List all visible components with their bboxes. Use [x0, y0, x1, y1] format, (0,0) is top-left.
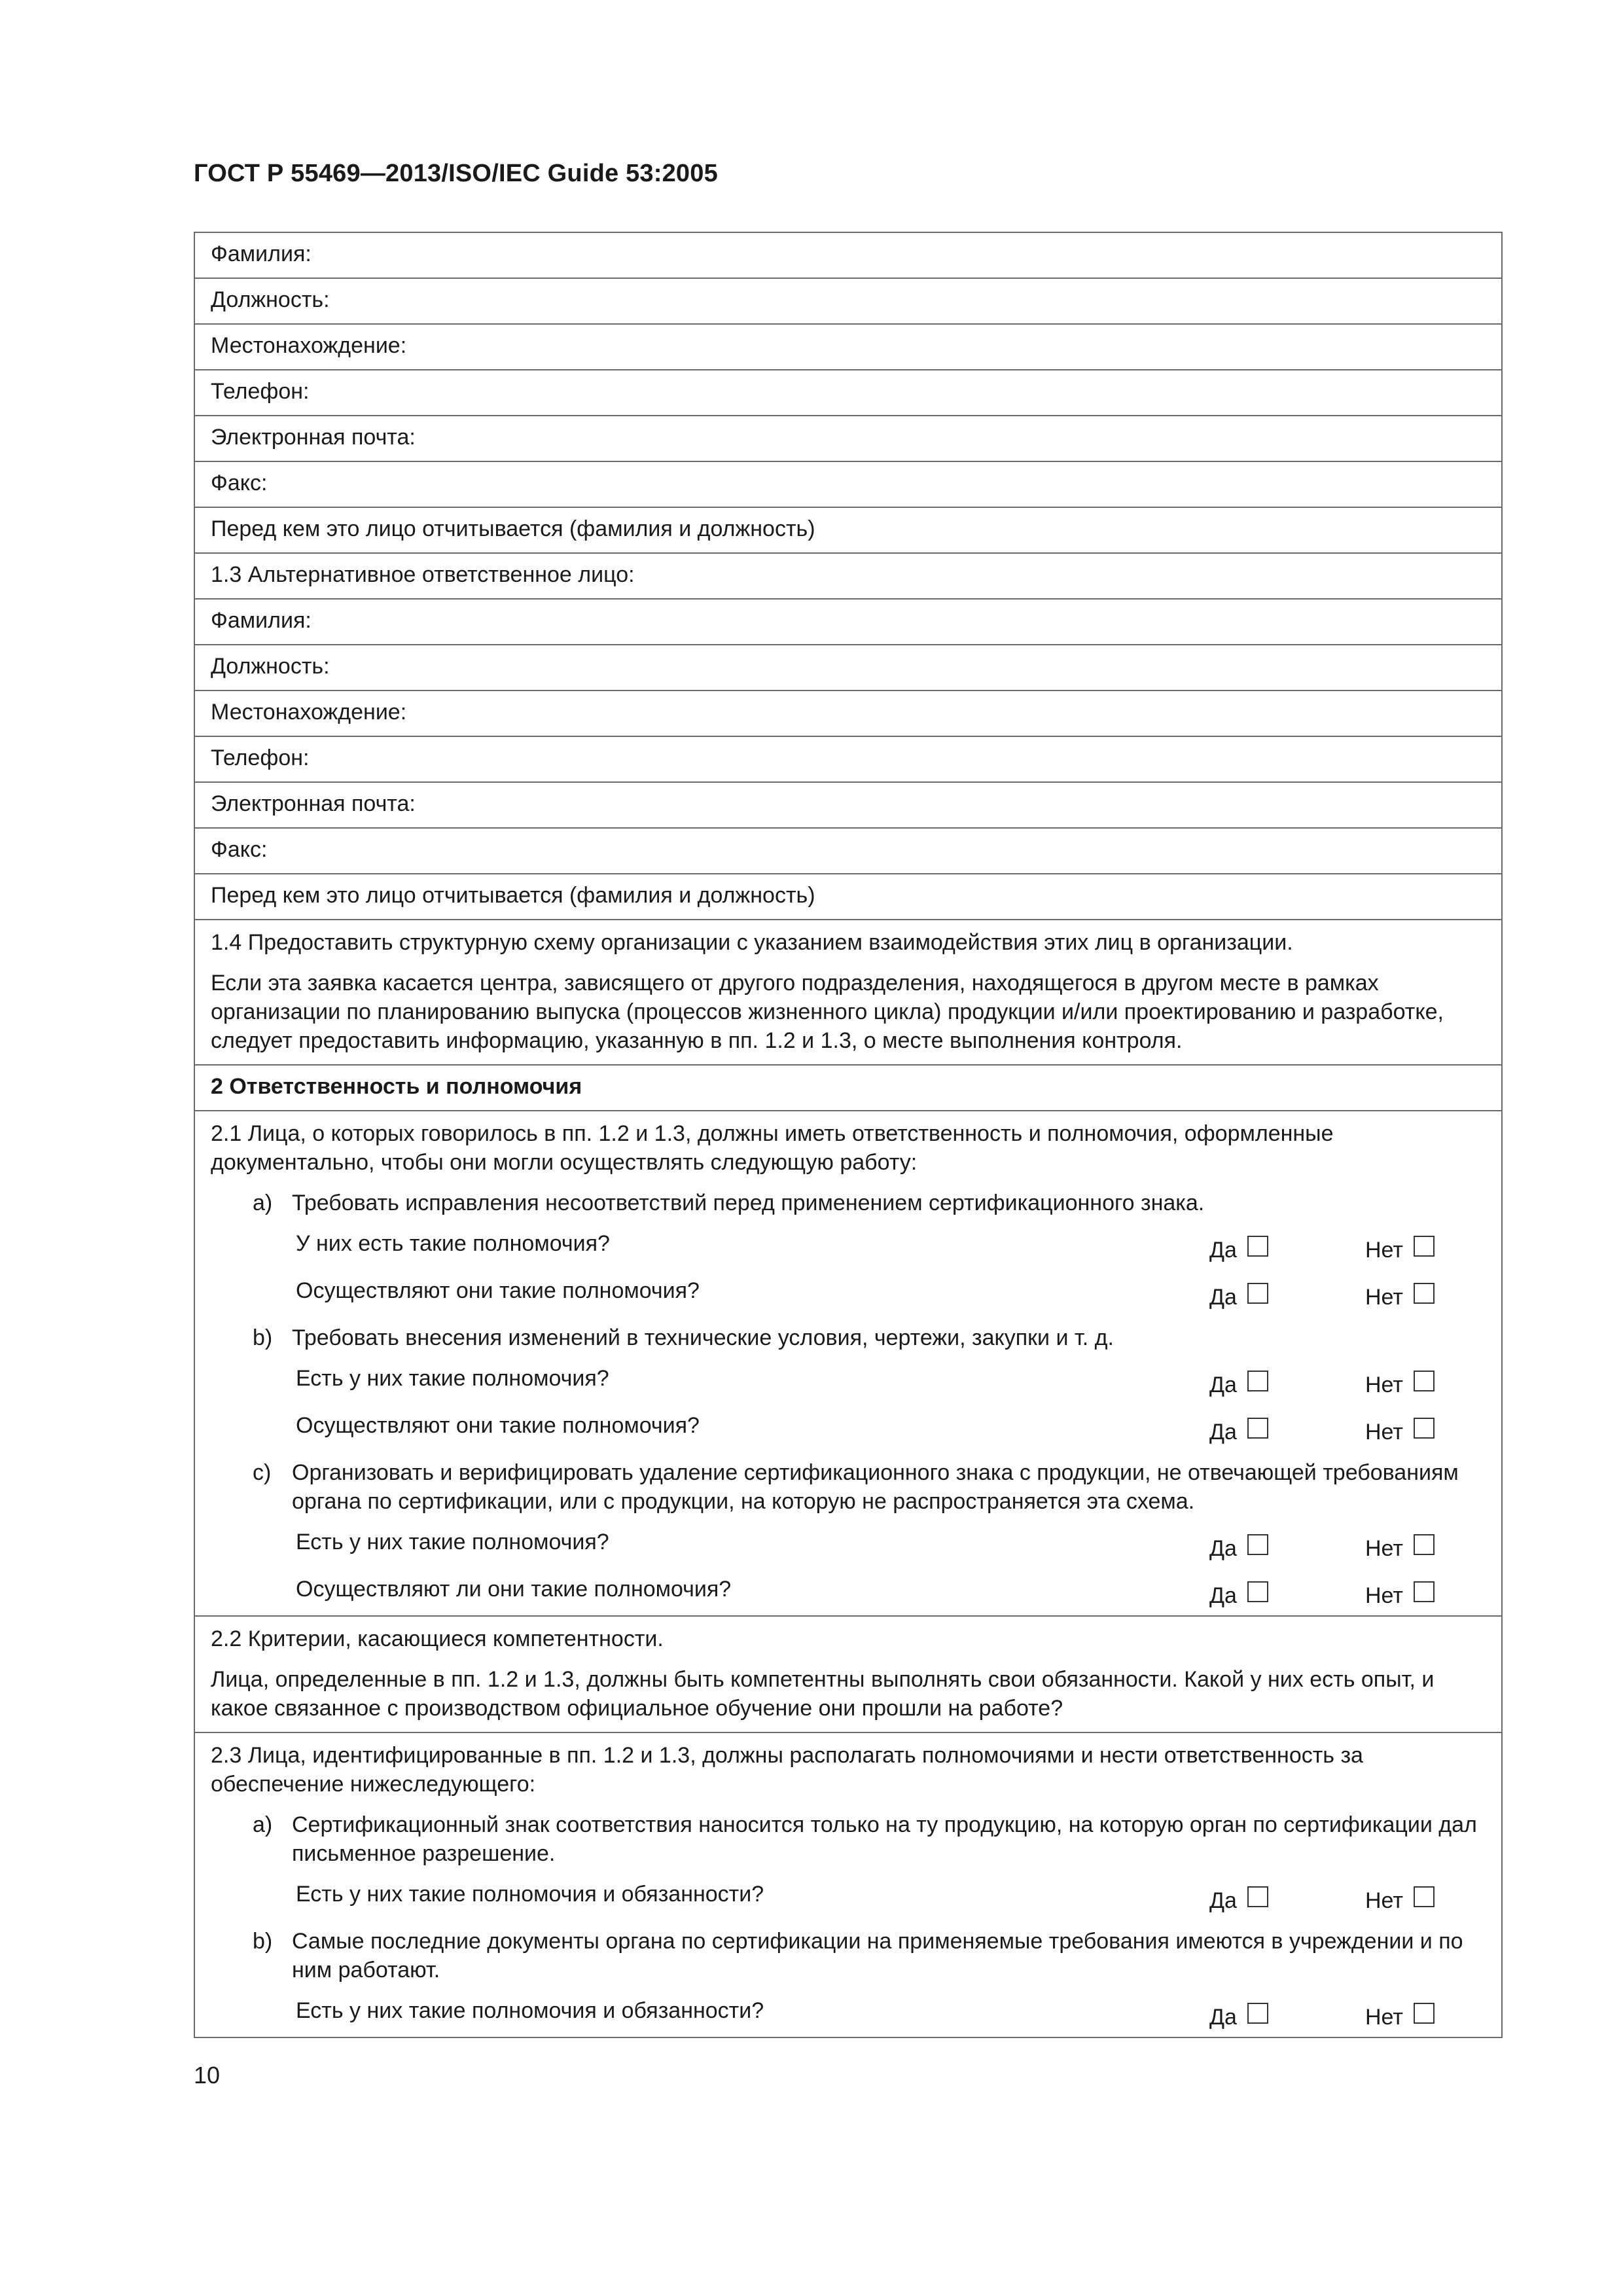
yes-label: Да — [1209, 1888, 1237, 1914]
item-2-1-c — [211, 1458, 1486, 1516]
yes-checkbox[interactable] — [1247, 1581, 1268, 1602]
section-1-4-note: Если эта заявка касается центра, зависящего от другого подразделения, находящегося в другом месте в рамках организации по планированию выпуска (процессов жизненного цикла) продукции и/или проектированию и разработке, следует предоставить информацию, указанную в пп. 1.2 и 1.3, о месте выполнения контроля. — [211, 971, 1444, 1053]
item-2-3-b — [211, 1927, 1486, 1984]
section-2-1-cell — [194, 1111, 1502, 1616]
no-checkbox[interactable] — [1414, 1581, 1435, 1602]
yes-option[interactable] — [1209, 2001, 1268, 2032]
no-option[interactable] — [1365, 1885, 1435, 1915]
item-text: Требовать исправления несоответствий перед применением сертификационного знака. — [292, 1191, 1205, 1215]
yes-label: Да — [1209, 1583, 1237, 1609]
alt-field-email[interactable]: Электронная почта: — [194, 782, 1502, 828]
yes-option[interactable] — [1209, 1282, 1268, 1312]
table-row — [194, 691, 1502, 736]
no-label: Нет — [1365, 1238, 1403, 1263]
table-row — [194, 874, 1502, 920]
no-option[interactable] — [1365, 1282, 1435, 1312]
field-email[interactable]: Электронная почта: — [194, 416, 1502, 461]
section-2-1-intro: 2.1 Лица, о которых говорилось в пп. 1.2 и 1.3, должны иметь ответственность и полномочия, оформленные документально, чтобы они могли осуществлять следующую работу: — [211, 1121, 1334, 1175]
item-mark: c) — [253, 1460, 272, 1485]
table-row — [194, 507, 1502, 553]
no-option[interactable] — [1365, 1234, 1435, 1265]
table-row — [194, 370, 1502, 416]
question-row — [211, 1229, 1486, 1261]
question-text: Осуществляют они такие полномочия? — [296, 1278, 700, 1303]
table-row — [194, 1732, 1502, 2037]
section-2-2-cell — [194, 1616, 1502, 1732]
section-1-4-text: 1.4 Предоставить структурную схему организации с указанием взаимодействия этих лиц в организации. — [211, 930, 1293, 955]
item-mark: b) — [253, 1929, 273, 1954]
section-2-3-cell — [194, 1732, 1502, 2037]
table-row — [194, 416, 1502, 461]
no-checkbox[interactable] — [1414, 1886, 1435, 1907]
item-2-3-a — [211, 1810, 1486, 1868]
table-row — [194, 1111, 1502, 1616]
question-row — [211, 1528, 1486, 1562]
table-row — [194, 645, 1502, 691]
table-row — [194, 920, 1502, 1065]
no-label: Нет — [1365, 1888, 1403, 1914]
table-row — [194, 461, 1502, 507]
table-row — [194, 599, 1502, 645]
item-mark: a) — [253, 1191, 273, 1215]
section-2-3-intro: 2.3 Лица, идентифицированные в пп. 1.2 и 1.3, должны располагать полномочиями и нести ответственность за обеспечение нижеследующего: — [211, 1743, 1363, 1797]
alt-field-phone[interactable]: Телефон: — [194, 736, 1502, 782]
yes-option[interactable] — [1209, 1369, 1268, 1399]
no-option[interactable] — [1365, 1580, 1435, 1610]
table-row — [194, 232, 1502, 278]
no-label: Нет — [1365, 1420, 1403, 1445]
application-form-table — [194, 232, 1503, 2038]
no-option[interactable] — [1365, 1416, 1435, 1446]
field-position[interactable]: Должность: — [194, 278, 1502, 324]
table-row — [194, 1616, 1502, 1732]
no-checkbox[interactable] — [1414, 2003, 1435, 2024]
question-text: Осуществляют они такие полномочия? — [296, 1413, 700, 1438]
yes-checkbox[interactable] — [1247, 1886, 1268, 1907]
yes-label: Да — [1209, 1372, 1237, 1398]
item-mark: b) — [253, 1325, 273, 1350]
yes-checkbox[interactable] — [1247, 1283, 1268, 1304]
item-text: Организовать и верифицировать удаление сертификационного знака с продукции, не отвечающей требованиям органа по сертификации, или с продукции, на которую не распространяется эта схема. — [292, 1460, 1459, 1514]
question-row — [211, 1411, 1486, 1443]
section-2-2-title: 2.2 Критерии, касающиеся компетентности. — [211, 1626, 664, 1651]
item-2-1-b — [211, 1323, 1486, 1352]
question-row — [211, 1575, 1486, 1609]
question-row — [211, 1996, 1486, 2028]
question-text: Есть у них такие полномочия? — [296, 1366, 609, 1391]
section-2-2-text: Лица, определенные в пп. 1.2 и 1.3, должны быть компетентны выполнять свои обязанности. Какой у них есть опыт, и какое связанное с производством официальное обучение они прошли на работе? — [211, 1667, 1435, 1721]
document-header: ГОСТ Р 55469—2013/ISO/IEC Guide 53:2005 — [194, 160, 718, 187]
no-checkbox[interactable] — [1414, 1371, 1435, 1391]
table-row — [194, 1065, 1502, 1111]
yes-option[interactable] — [1209, 1580, 1268, 1610]
yes-checkbox[interactable] — [1247, 1534, 1268, 1555]
section-1-3-heading: 1.3 Альтернативное ответственное лицо: — [194, 553, 1502, 599]
no-checkbox[interactable] — [1414, 1283, 1435, 1304]
no-option[interactable] — [1365, 2001, 1435, 2032]
table-row — [194, 736, 1502, 782]
no-option[interactable] — [1365, 1369, 1435, 1399]
page-number: 10 — [194, 2062, 221, 2089]
yes-label: Да — [1209, 1536, 1237, 1562]
item-mark: a) — [253, 1812, 273, 1837]
question-text: Есть у них такие полномочия? — [296, 1530, 609, 1554]
item-text: Требовать внесения изменений в технические условия, чертежи, закупки и т. д. — [292, 1325, 1114, 1350]
field-surname[interactable]: Фамилия: — [194, 232, 1502, 278]
question-row — [211, 1364, 1486, 1398]
item-text: Самые последние документы органа по сертификации на применяемые требования имеются в учреждении и по ним работают. — [292, 1929, 1463, 1982]
yes-checkbox[interactable] — [1247, 1418, 1268, 1439]
alt-field-position[interactable]: Должность: — [194, 645, 1502, 691]
no-label: Нет — [1365, 1285, 1403, 1310]
table-row — [194, 324, 1502, 370]
question-text: У них есть такие полномочия? — [296, 1231, 610, 1256]
no-label: Нет — [1365, 1536, 1403, 1562]
field-reports-to[interactable]: Перед кем это лицо отчитывается (фамилия и должность) — [194, 507, 1502, 553]
yes-label: Да — [1209, 1420, 1237, 1445]
question-text: Есть у них такие полномочия и обязанности? — [296, 1998, 764, 2023]
alt-field-surname[interactable]: Фамилия: — [194, 599, 1502, 645]
section-1-4-cell — [194, 920, 1502, 1065]
yes-label: Да — [1209, 2005, 1237, 2030]
field-fax[interactable]: Факс: — [194, 461, 1502, 507]
yes-checkbox[interactable] — [1247, 1236, 1268, 1257]
no-option[interactable] — [1365, 1533, 1435, 1563]
alt-field-reports-to[interactable]: Перед кем это лицо отчитывается (фамилия и должность) — [194, 874, 1502, 920]
no-checkbox[interactable] — [1414, 1236, 1435, 1257]
yes-checkbox[interactable] — [1247, 2003, 1268, 2024]
field-location[interactable]: Местонахождение: — [194, 324, 1502, 370]
question-text: Осуществляют ли они такие полномочия? — [296, 1577, 732, 1602]
yes-label: Да — [1209, 1238, 1237, 1263]
no-checkbox[interactable] — [1414, 1418, 1435, 1439]
no-label: Нет — [1365, 2005, 1403, 2030]
question-row — [211, 1276, 1486, 1308]
item-2-1-a — [211, 1189, 1486, 1217]
yes-option[interactable] — [1209, 1234, 1268, 1265]
table-row — [194, 828, 1502, 874]
yes-option[interactable] — [1209, 1416, 1268, 1446]
no-checkbox[interactable] — [1414, 1534, 1435, 1555]
yes-label: Да — [1209, 1285, 1237, 1310]
item-text: Сертификационный знак соответствия наносится только на ту продукцию, на которую орган по сертификации дал письменное разрешение. — [292, 1812, 1477, 1866]
yes-option[interactable] — [1209, 1885, 1268, 1915]
section-2-heading: 2 Ответственность и полномочия — [194, 1065, 1502, 1111]
alt-field-fax[interactable]: Факс: — [194, 828, 1502, 874]
no-label: Нет — [1365, 1583, 1403, 1609]
no-label: Нет — [1365, 1372, 1403, 1398]
field-phone[interactable]: Телефон: — [194, 370, 1502, 416]
table-row — [194, 553, 1502, 599]
question-row — [211, 1880, 1486, 1914]
yes-checkbox[interactable] — [1247, 1371, 1268, 1391]
table-row — [194, 782, 1502, 828]
yes-option[interactable] — [1209, 1533, 1268, 1563]
question-text: Есть у них такие полномочия и обязанности? — [296, 1882, 764, 1907]
alt-field-location[interactable]: Местонахождение: — [194, 691, 1502, 736]
table-row — [194, 278, 1502, 324]
